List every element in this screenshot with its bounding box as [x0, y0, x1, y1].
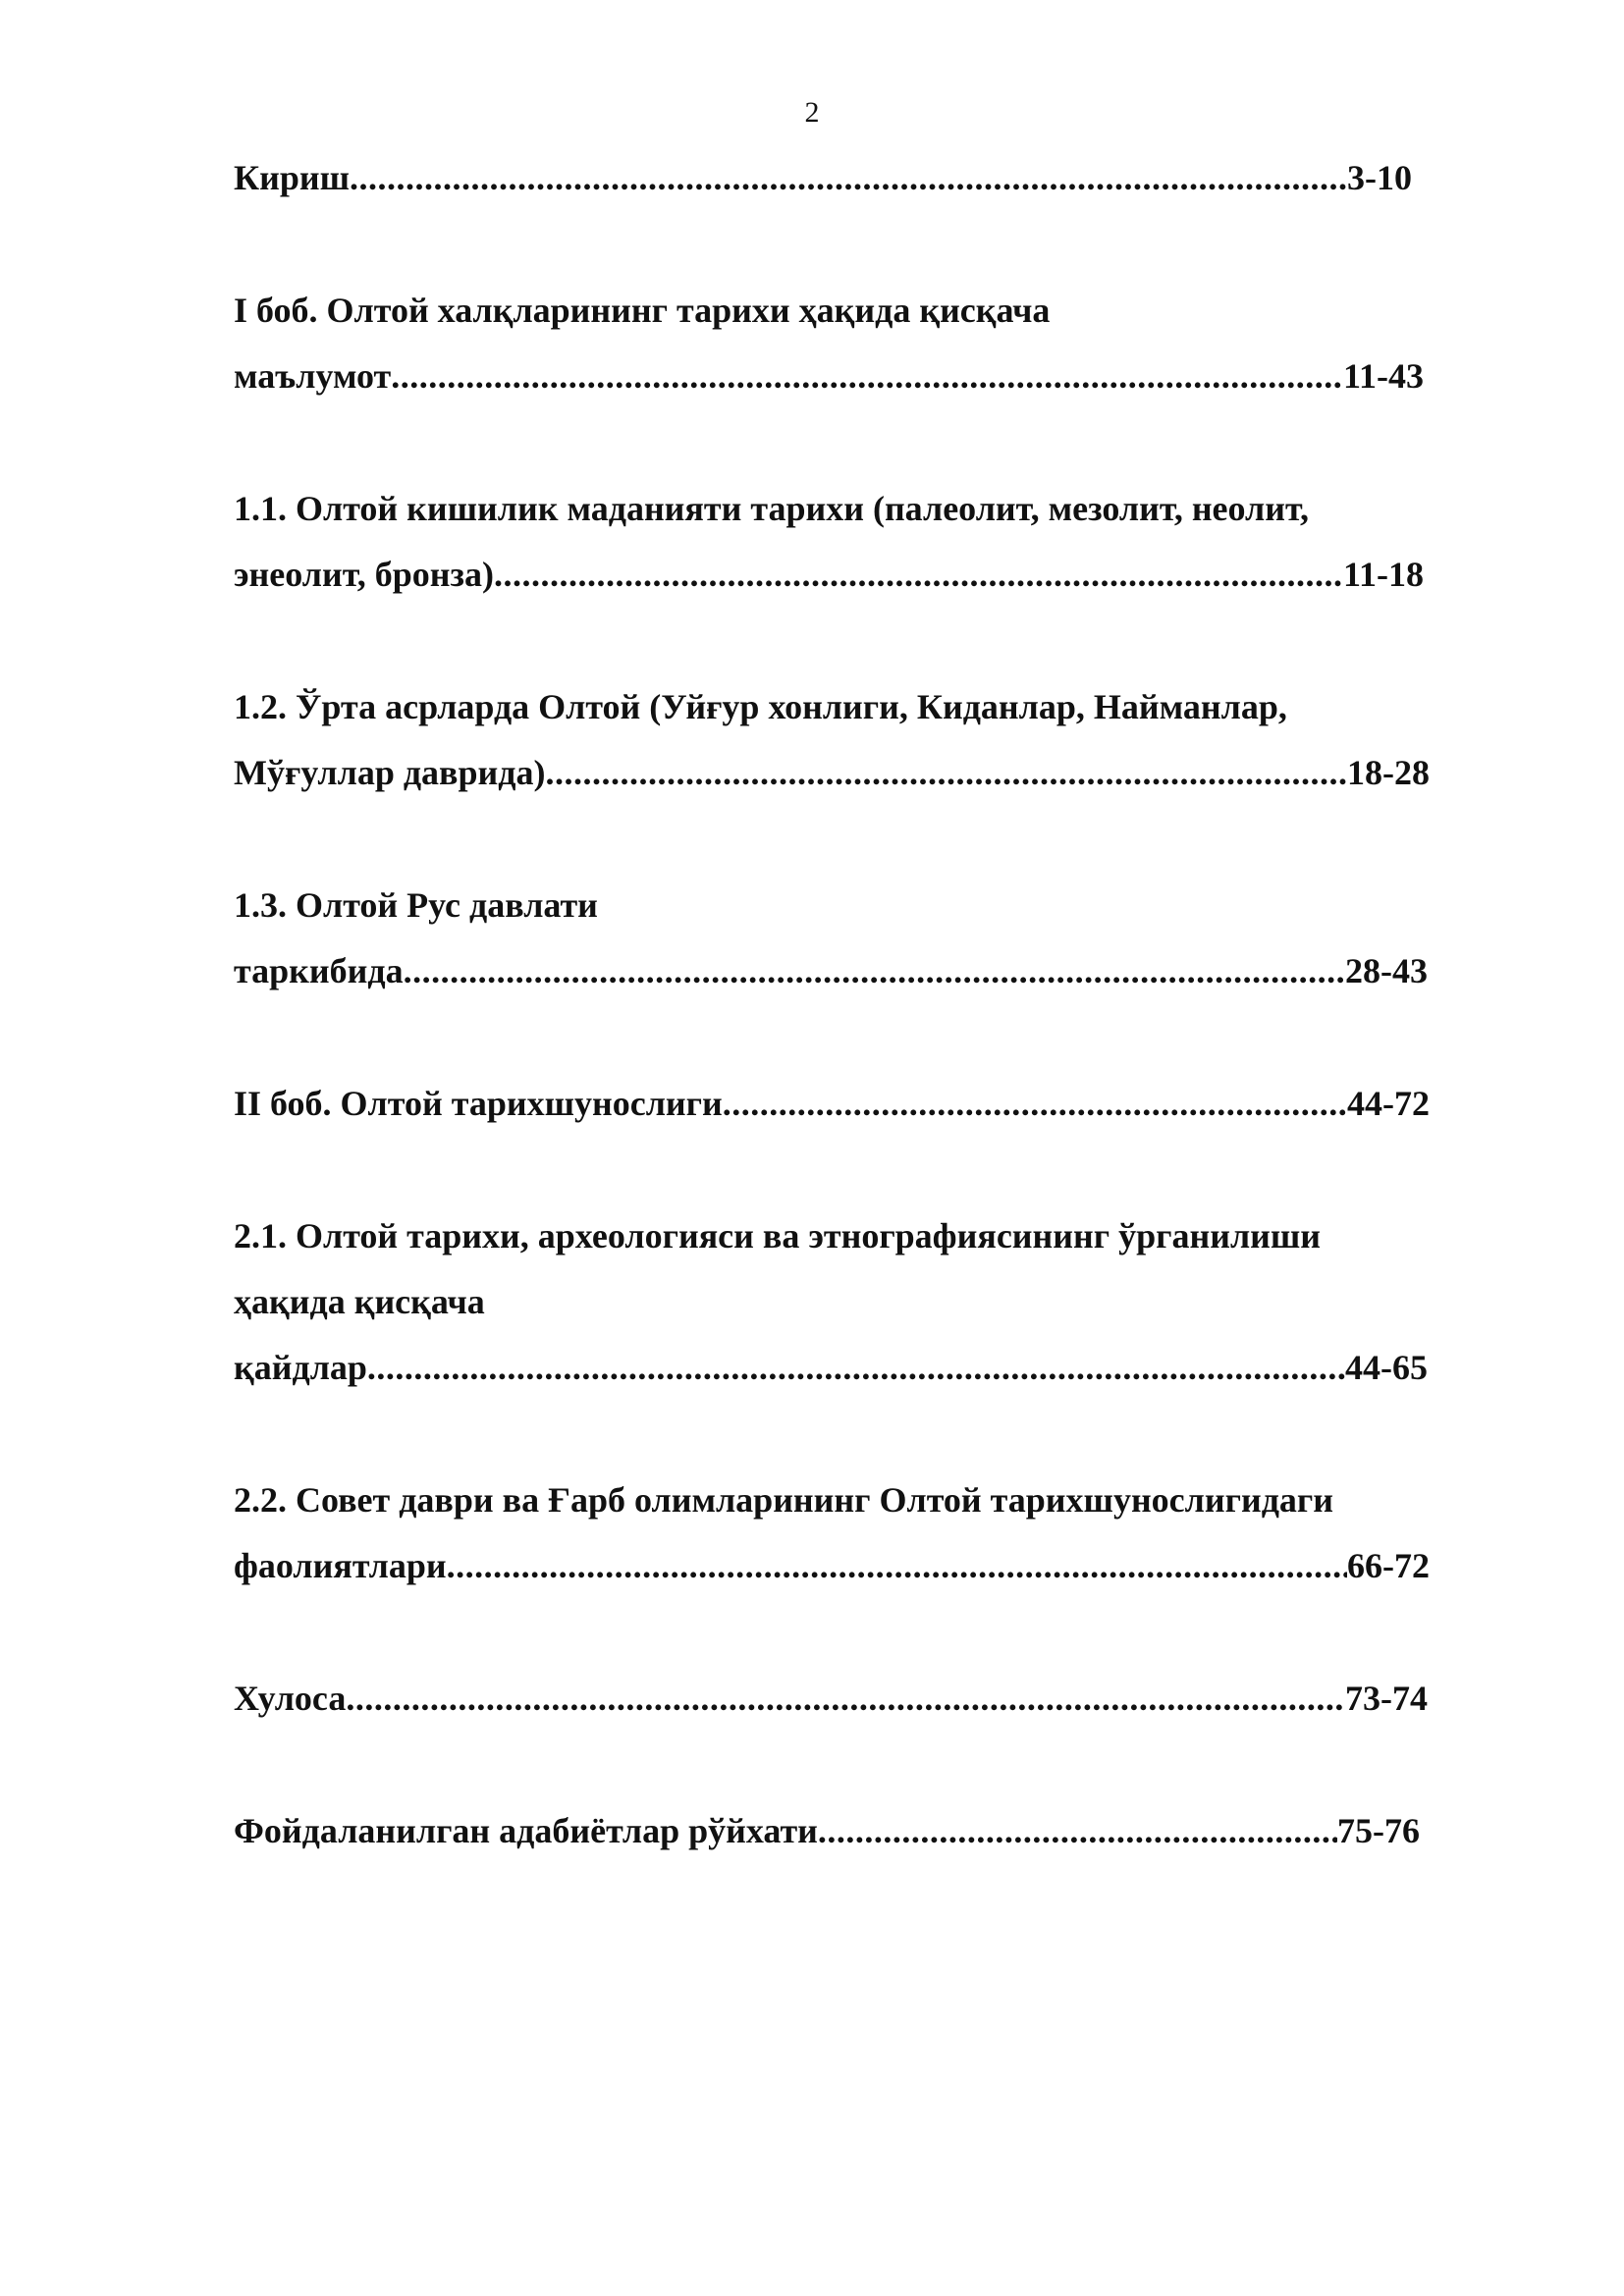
toc-page-range: 66-72: [1347, 1546, 1430, 1585]
page-number: 2: [804, 96, 820, 129]
dot-leader: [350, 155, 1347, 200]
toc-entry-title: 1.3. Олтой Рус давлати: [234, 885, 598, 925]
toc-entry-title-line-2: ҳақида қисқача: [234, 1282, 485, 1321]
toc-entry-title: 2.2. Совет даври ва Ғарб олимларининг Олтой тарихшунослигидаги: [234, 1480, 1333, 1520]
toc-leader-line: [234, 1543, 1430, 1588]
toc-entry-title: 2.1. Олтой тарихи, археологияси ва этнографиясининг ўрганилиши: [234, 1216, 1322, 1255]
toc-page-range: 44-72: [1347, 1084, 1430, 1123]
toc-entry-title: I боб. Олтой халқларининг тарихи ҳақида қисқача: [234, 291, 1051, 330]
toc-leader-line: [234, 1345, 1428, 1390]
toc-page-range: 3-10: [1347, 158, 1412, 197]
toc-page-range: 11-18: [1342, 555, 1424, 594]
toc-leader-line: [234, 353, 1424, 399]
toc-entry-title-cont: Мўғуллар даврида): [234, 753, 546, 792]
dot-leader: [545, 750, 1347, 795]
dot-leader: [494, 552, 1343, 597]
dot-leader: [447, 1543, 1347, 1588]
toc-entry-title-cont: энеолит, бронза): [234, 555, 494, 594]
toc-leader-line: [234, 155, 1412, 200]
toc-entry-title: Кириш: [234, 158, 351, 197]
toc-entry-title-cont: маълумот: [234, 356, 392, 396]
toc-entry-title: Хулоса: [234, 1679, 347, 1718]
toc-entry-title: 1.2. Ўрта асрларда Олтой (Уйғур хонлиги, Киданлар, Найманлар,: [234, 687, 1287, 726]
toc-leader-line: [234, 1081, 1430, 1126]
toc-entry-title-cont: фаолиятлари: [234, 1546, 447, 1585]
toc-entry-title: II боб. Олтой тарихшунослиги: [234, 1084, 723, 1123]
toc-entry-title: 1.1. Олтой кишилик маданияти тарихи (палеолит, мезолит, неолит,: [234, 489, 1309, 528]
toc-leader-line: [234, 1808, 1420, 1853]
toc-page-range: 75-76: [1337, 1811, 1420, 1850]
dot-leader: [818, 1808, 1337, 1853]
toc-entry-title-cont: таркибида: [234, 951, 404, 990]
toc-page-range: 73-74: [1345, 1679, 1428, 1718]
toc-page-range: 28-43: [1345, 951, 1428, 990]
dot-leader: [391, 353, 1343, 399]
toc-entry-title-cont: қайдлар: [234, 1348, 367, 1387]
dot-leader: [404, 948, 1345, 993]
toc-entry-title: Фойдаланилган адабиётлар рўйхати: [234, 1811, 818, 1850]
toc-page-range: 44-65: [1345, 1348, 1428, 1387]
toc-page-range: 11-43: [1342, 356, 1424, 396]
dot-leader: [723, 1081, 1347, 1126]
dot-leader: [346, 1676, 1345, 1721]
toc-leader-line: [234, 552, 1424, 597]
toc-leader-line: [234, 948, 1428, 993]
toc-leader-line: [234, 1676, 1428, 1721]
toc-page-range: 18-28: [1347, 753, 1430, 792]
dot-leader: [367, 1345, 1345, 1390]
toc-leader-line: [234, 750, 1430, 795]
